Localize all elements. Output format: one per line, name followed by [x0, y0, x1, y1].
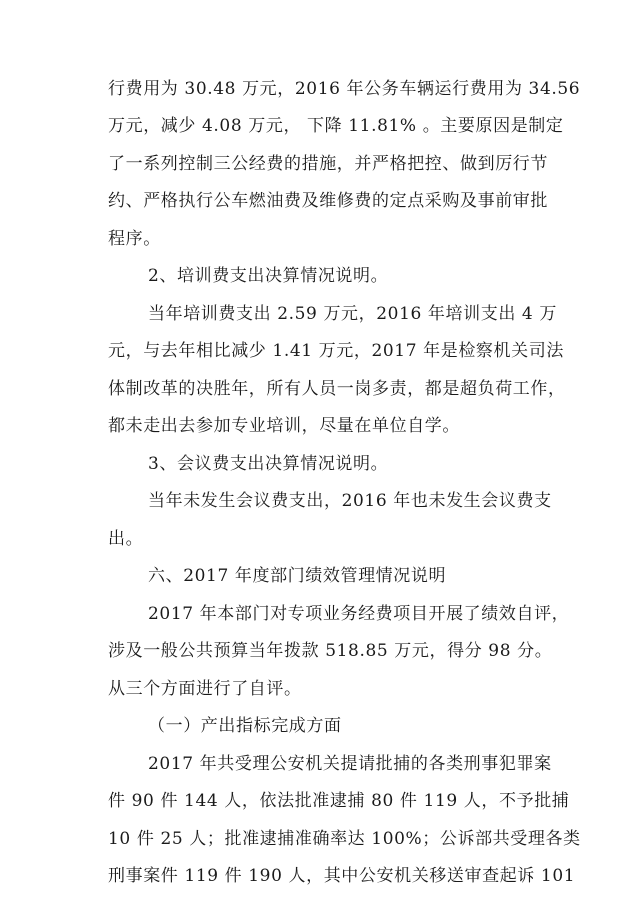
- body-text-line: 行费用为 30.48 万元，2016 年公务车辆运行费用为 34.56: [108, 79, 581, 99]
- body-text-line: 从三个方面进行了自评。: [108, 679, 302, 699]
- body-text-line: 了一系列控制三公经费的措施，并严格把控、做到厉行节: [108, 154, 548, 174]
- body-text-line: 出。: [108, 529, 144, 549]
- body-text-line: 万元，减少 4.08 万元， 下降 11.81% 。主要原因是制定: [108, 116, 564, 136]
- body-text-line: 10 件 25 人；批准逮捕准确率达 100%；公诉部共受理各类: [108, 829, 581, 849]
- body-text-line: 都未走出去参加专业培训，尽量在单位自学。: [108, 416, 460, 436]
- body-text-line: 元，与去年相比减少 1.41 万元，2017 年是检察机关司法: [108, 341, 564, 361]
- body-text-line: 约、严格执行公车燃油费及维修费的定点采购及事前审批: [108, 191, 548, 211]
- subsection-heading: （一）产出指标完成方面: [148, 716, 342, 736]
- body-text-line: 当年培训费支出 2.59 万元，2016 年培训支出 4 万: [148, 304, 557, 324]
- section-heading: 3、会议费支出决算情况说明。: [148, 454, 389, 474]
- body-text-line: 程序。: [108, 229, 161, 249]
- section-heading: 2、培训费支出决算情况说明。: [148, 266, 389, 286]
- body-text-line: 刑事案件 119 件 190 人，其中公安机关移送审查起诉 101: [108, 866, 576, 886]
- section-heading: 六、2017 年度部门绩效管理情况说明: [148, 566, 447, 586]
- body-text-line: 体制改革的决胜年，所有人员一岗多责，都是超负荷工作，: [108, 379, 566, 399]
- body-text-line: 当年未发生会议费支出，2016 年也未发生会议费支: [148, 491, 552, 511]
- body-text-line: 2017 年共受理公安机关提请批捕的各类刑事犯罪案: [148, 754, 552, 774]
- body-text-line: 涉及一般公共预算当年拨款 518.85 万元，得分 98 分。: [108, 641, 553, 661]
- body-text-line: 2017 年本部门对专项业务经费项目开展了绩效自评，: [148, 604, 570, 624]
- body-text-line: 件 90 件 144 人，依法批准逮捕 80 件 119 人，不予批捕: [108, 791, 570, 811]
